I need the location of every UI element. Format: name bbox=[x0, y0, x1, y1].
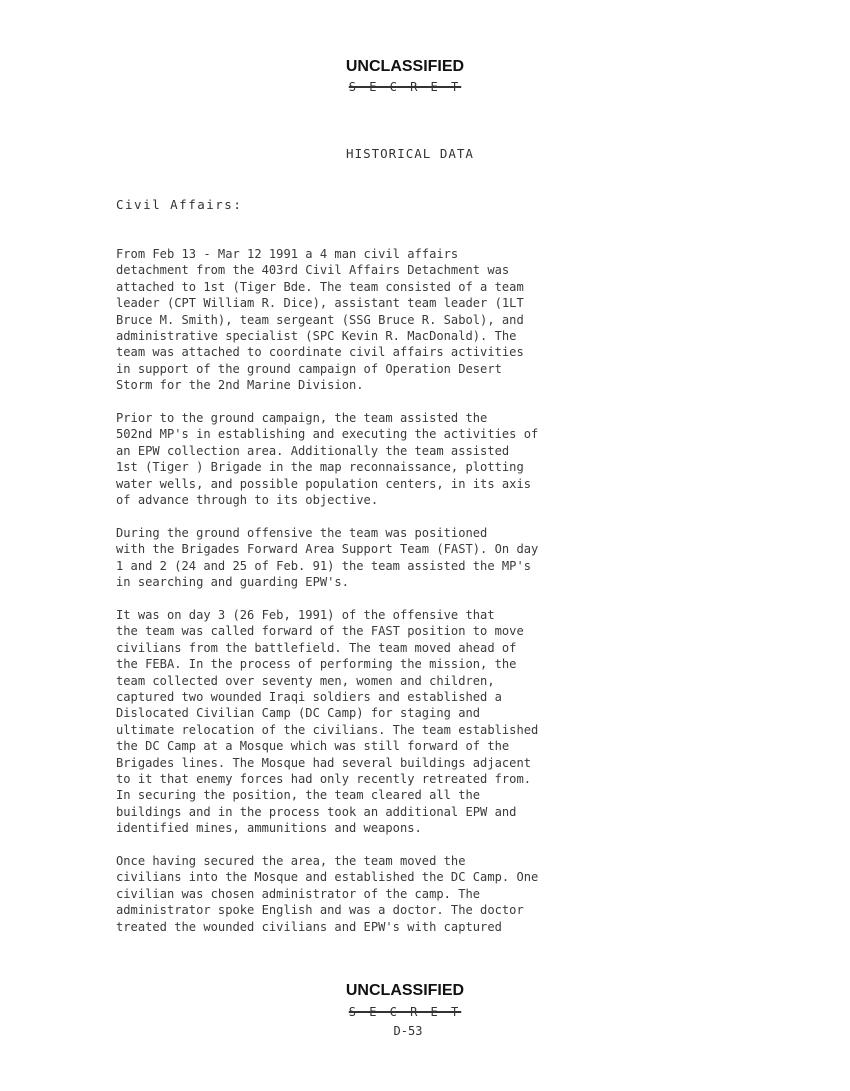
paragraph-1: From Feb 13 - Mar 12 1991 a 4 man civil affairs detachment from the 403rd Civil Affairs Detachment was attached to 1st (Tiger Bde. The team consisted of a team leader (CPT William R. Dice), assistant team leader (1LT Bruce M. Smith), team sergeant (SSG Bruce R. Sabol), and administrative specialist (SPC Kevin R. MacDonald). The team was attached to coordinate civil affairs activities in support of the ground campaign of Operation Desert Storm for the 2nd Marine Division. bbox=[116, 247, 524, 393]
page-title: HISTORICAL DATA bbox=[346, 146, 474, 161]
footer-struck-text: S E C R E T bbox=[348, 1005, 462, 1019]
header-struck-marking bbox=[0, 80, 810, 94]
section-heading: Civil Affairs: bbox=[116, 197, 243, 212]
body-text bbox=[116, 246, 716, 951]
header-classification: UNCLASSIFIED bbox=[345, 58, 465, 75]
paragraph-4: It was on day 3 (26 Feb, 1991) of the offensive that the team was called forward of the FAST position to move civilians from the battlefield. The team moved ahead of the FEBA. In the process of performing the mission, the team collected over seventy men, women and children, captured two wounded Iraqi soldiers and established a Dislocated Civilian Camp (DC Camp) for staging and ultimate relocation of the civilians. The team established the DC Camp at a Mosque which was still forward of the Brigades lines. The Mosque had several buildings adjacent to it that enemy forces had only recently retreated from. In securing the position, the team cleared all the buildings and in the process took an additional EPW and identified mines, ammunitions and weapons. bbox=[116, 607, 539, 836]
paragraph-3: During the ground offensive the team was positioned with the Brigades Forward Area Support Team (FAST). On day 1 and 2 (24 and 25 of Feb. 91) the team assisted the MP's in searching and guarding EPW's. bbox=[116, 525, 539, 590]
page-number: D-53 bbox=[393, 1024, 423, 1038]
header-struck-text: S E C R E T bbox=[348, 80, 462, 94]
paragraph-2: Prior to the ground campaign, the team assisted the 502nd MP's in establishing and executing the activities of an EPW collection area. Additionally the team assisted 1st (Tiger ) Brigade in the map reconnaissance, plotting water wells, and possible population centers, in its axis of advance through to its objective. bbox=[116, 411, 539, 508]
paragraph-5: Once having secured the area, the team moved the civilians into the Mosque and established the DC Camp. One civilian was chosen administrator of the camp. The administrator spoke English and was a doctor. The doctor treated the wounded civilians and EPW's with captured bbox=[116, 853, 539, 934]
footer-struck-marking bbox=[0, 1005, 810, 1019]
footer-classification: UNCLASSIFIED bbox=[345, 982, 465, 999]
